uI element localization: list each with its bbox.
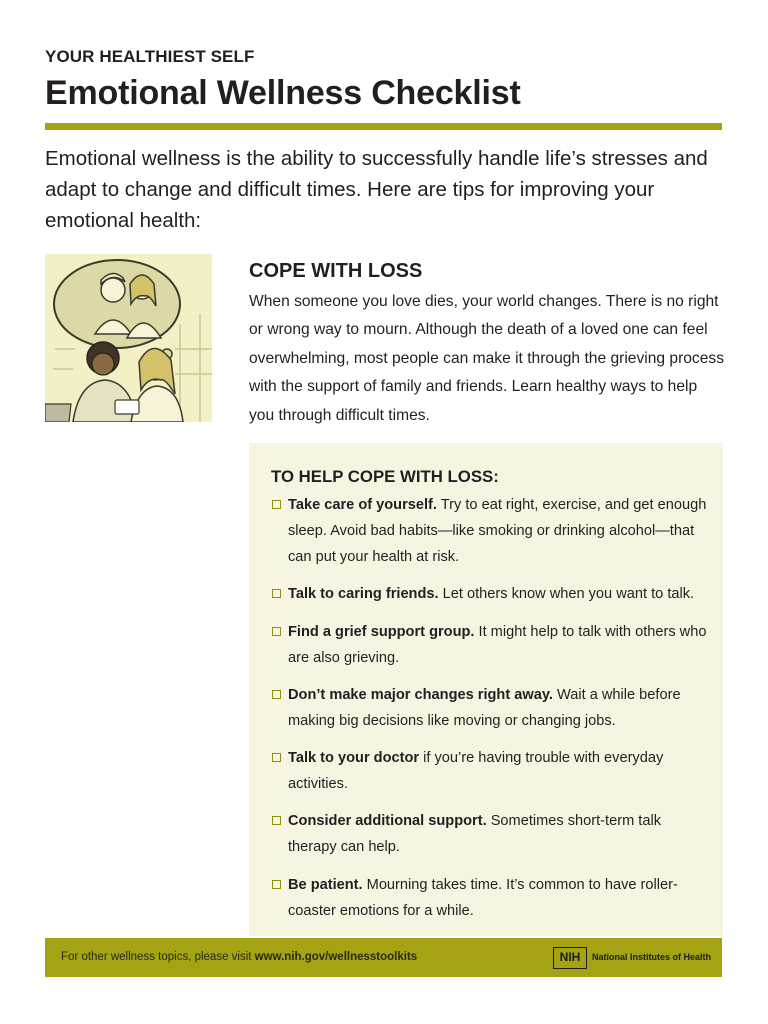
section-body: When someone you love dies, your world changes. There is no right or wrong way to mourn. Although the death of a loved one can feel overwhelming, most people can make it through the grieving process with the support of family and friends. Learn healthy ways to help you through difficult times. bbox=[249, 293, 724, 424]
title-rule bbox=[45, 123, 722, 130]
checkbox-icon bbox=[272, 690, 281, 699]
checkbox-icon bbox=[272, 500, 281, 509]
list-item bbox=[271, 809, 711, 861]
tip-text: Try to eat right, exercise, and get enough sleep. Avoid bad habits—like smoking or drinking alcohol—that can put your health at risk. bbox=[288, 497, 707, 565]
checkbox-icon bbox=[272, 816, 281, 825]
footer-link[interactable]: www.nih.gov/wellnesstoolkits bbox=[254, 951, 418, 963]
checkbox-icon bbox=[272, 589, 281, 598]
list-item bbox=[271, 873, 711, 925]
tip-lead: Be patient. bbox=[288, 877, 363, 893]
page-kicker: YOUR HEALTHIEST SELF bbox=[45, 47, 255, 66]
checkbox-icon bbox=[272, 627, 281, 636]
tip-text: if you’re having trouble with everyday activities. bbox=[288, 750, 664, 792]
section-title: COPE WITH LOSS bbox=[249, 260, 423, 282]
tip-text: Let others know when you want to talk. bbox=[438, 586, 695, 602]
page-title: Emotional Wellness Checklist bbox=[45, 74, 521, 112]
intro-paragraph: Emotional wellness is the ability to successfully handle life’s stresses and adapt to change and difficult times. Here are tips for improving your emotional health: bbox=[45, 147, 708, 232]
list-item bbox=[271, 620, 711, 672]
tip-lead: Take care of yourself. bbox=[288, 497, 437, 513]
tip-lead: Consider additional support. bbox=[288, 813, 487, 829]
tip-lead: Don’t make major changes right away. bbox=[288, 687, 553, 703]
footer-text bbox=[61, 951, 417, 963]
tip-text: Mourning takes time. It’s common to have roller-coaster emotions for a while. bbox=[288, 877, 678, 919]
list-item bbox=[271, 493, 711, 570]
list-item bbox=[271, 746, 711, 798]
grief-illustration bbox=[45, 254, 212, 422]
tip-text: Sometimes short-term talk therapy can help. bbox=[288, 813, 661, 855]
footer-prompt: For other wellness topics, please visit bbox=[61, 951, 255, 963]
nih-org-name: National Institutes of Health bbox=[592, 952, 712, 962]
tip-text: It might help to talk with others who are also grieving. bbox=[288, 624, 707, 666]
list-item bbox=[271, 582, 711, 608]
tip-text: Wait a while before making big decisions like moving or changing jobs. bbox=[288, 687, 681, 729]
checkbox-icon bbox=[272, 753, 281, 762]
tips-title: TO HELP COPE WITH LOSS: bbox=[271, 467, 499, 486]
tip-lead: Find a grief support group. bbox=[288, 624, 475, 640]
tip-lead: Talk to caring friends. bbox=[288, 586, 439, 602]
tip-lead: Talk to your doctor bbox=[288, 750, 420, 766]
nih-logo: NIH bbox=[553, 947, 587, 969]
list-item bbox=[271, 683, 711, 735]
checkbox-icon bbox=[272, 880, 281, 889]
footer-bar bbox=[45, 938, 722, 977]
tips-box bbox=[249, 443, 723, 936]
